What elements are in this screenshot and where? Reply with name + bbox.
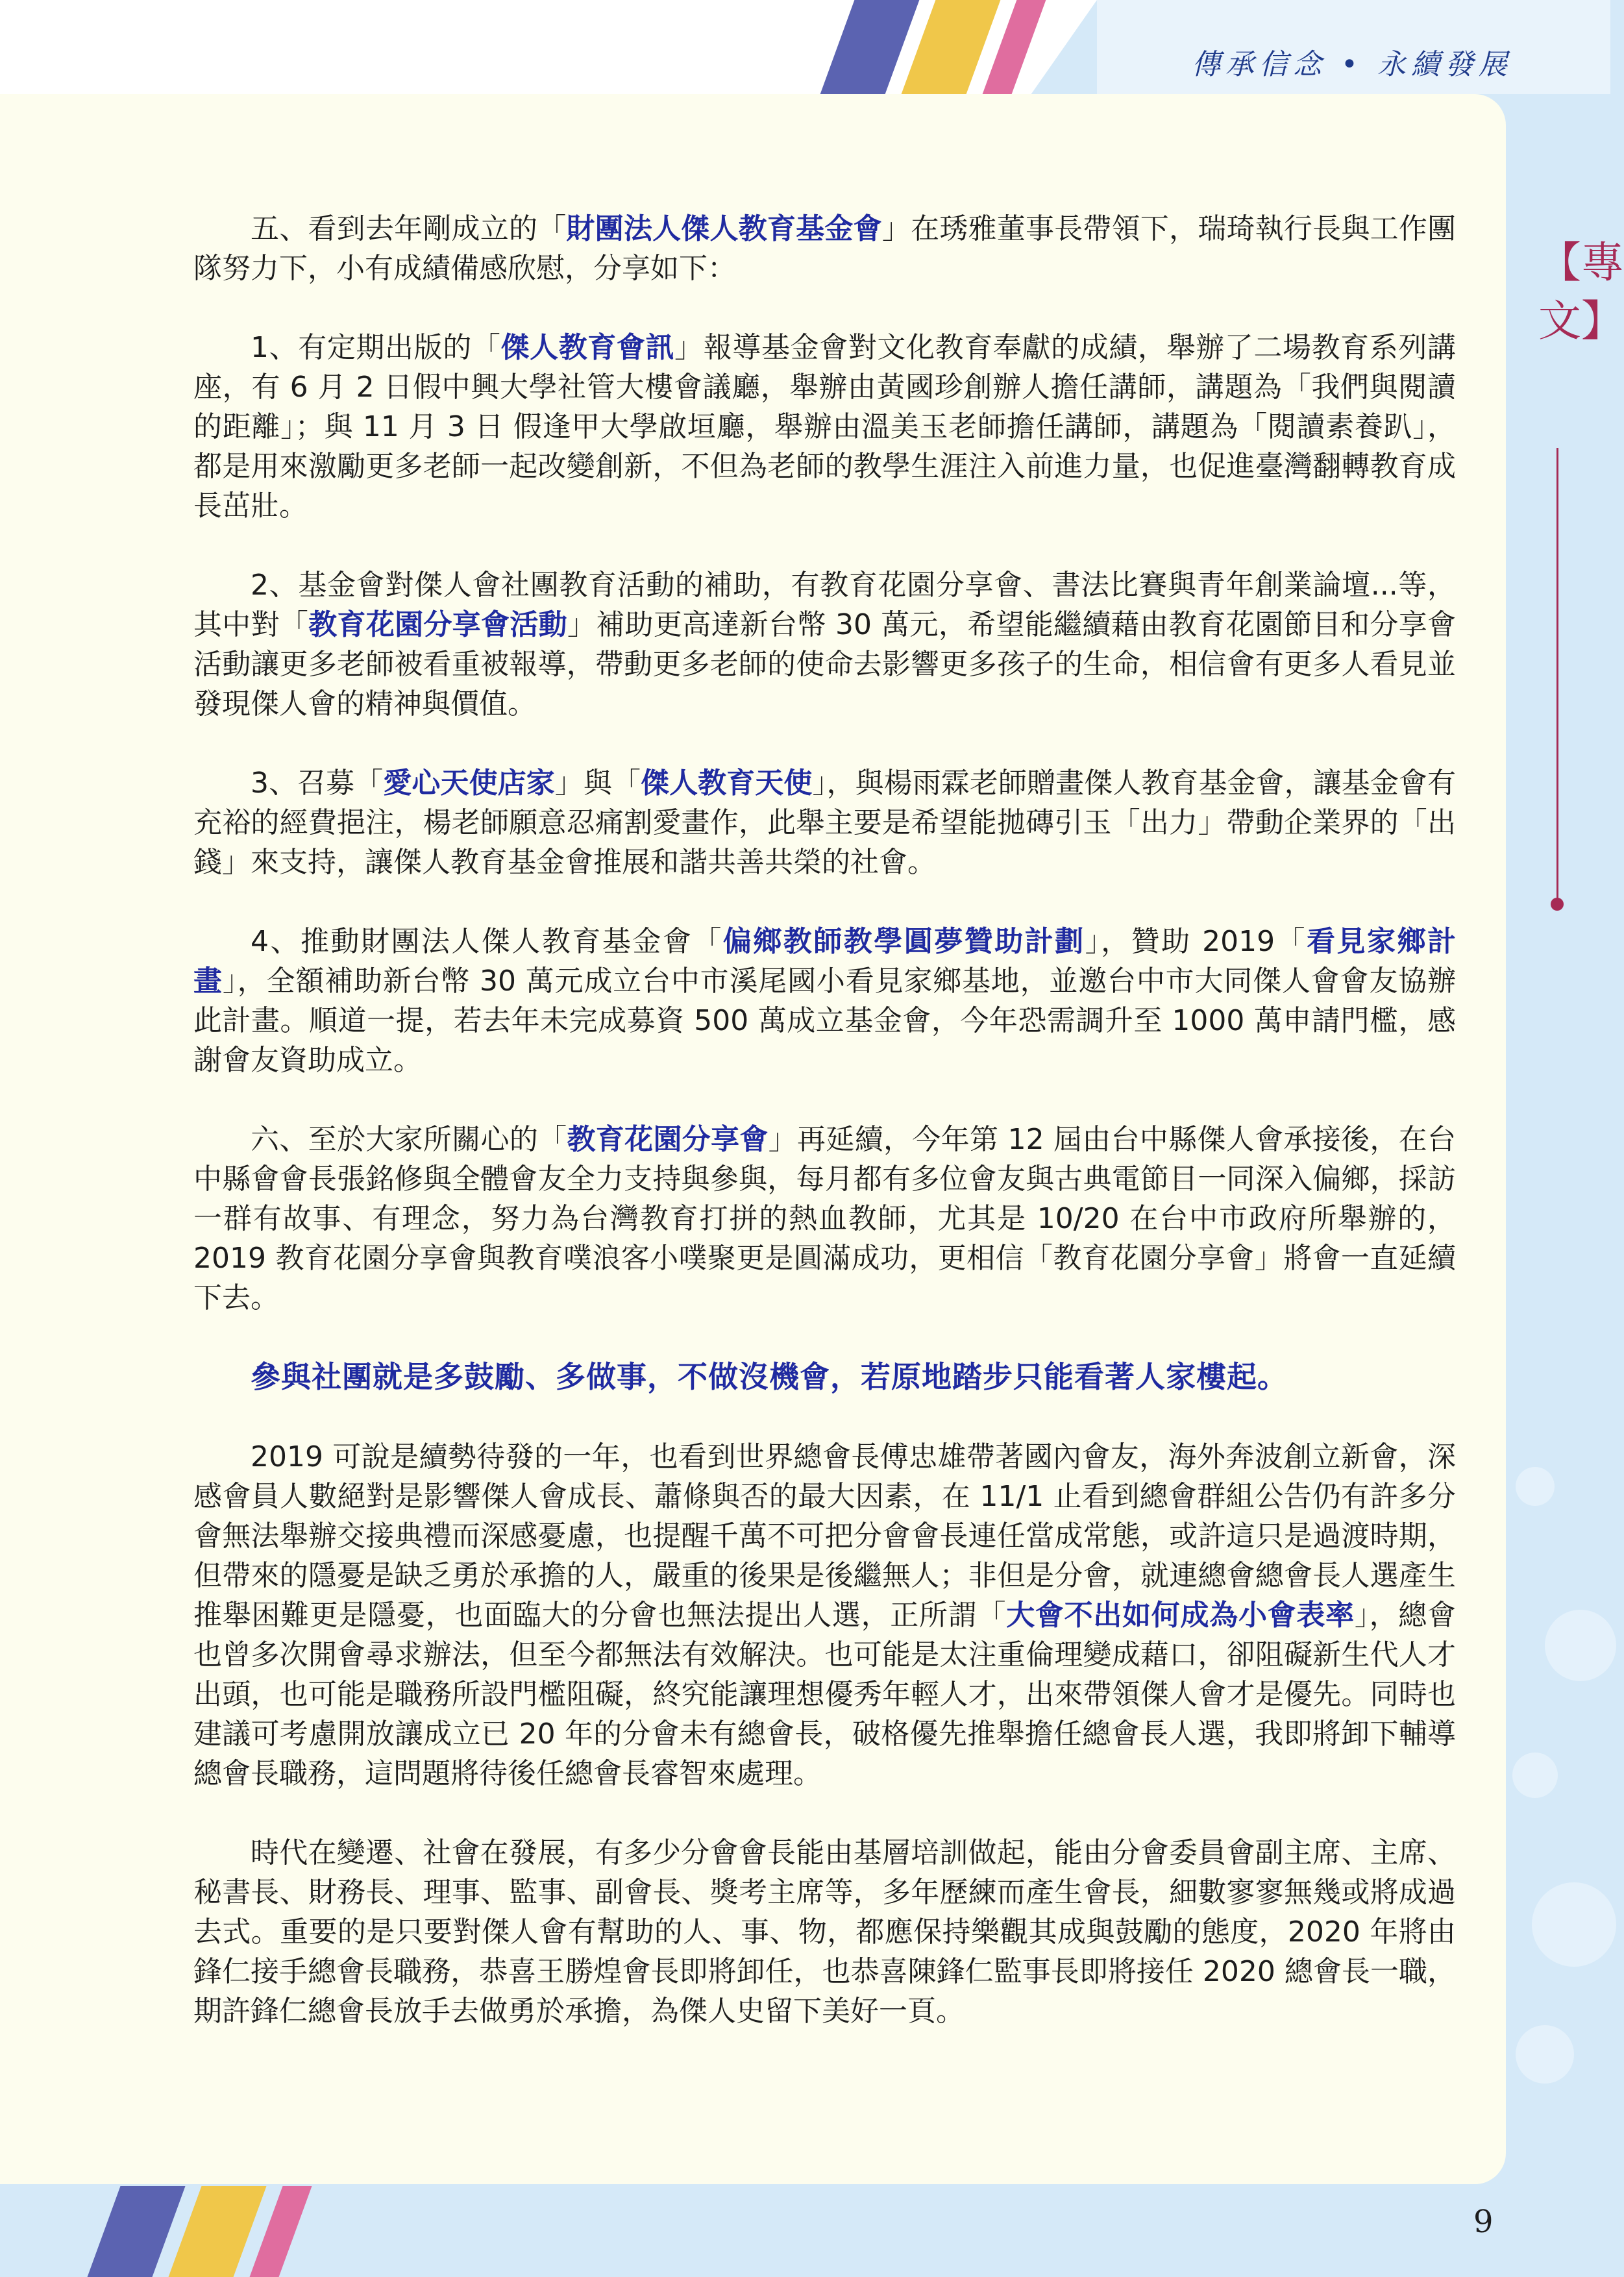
paragraph	[193, 1833, 1456, 2031]
motto	[193, 1357, 1456, 1397]
text: 」補助更高達新台幣 30 萬元，希望能繼續藉由教育花園節目和分享會活動讓更多老師被看重被報導，帶動更多老師的使命去影響更多孩子的生命，相信會有更多人看見並發現傑人會的精神與價值。	[193, 608, 1457, 720]
text: 2019 可說是續勢待發的一年，也看到世界總會長傅忠雄帶著國內會友，海外奔波創立新會，深感會員人數絕對是影響傑人會成長、蕭條與否的最大因素，在 11/1 止看到總會群組公告仍有許多分會無法舉辦交接典禮而深感憂慮，也提醒千萬不可把分會會長連任當成常態，或許這只是過渡時期，但帶來的隱憂是缺乏勇於承擔的人，嚴重的後果是後繼無人；非但是分會，就連總會總會長人選產生推舉困難更是隱憂，也面臨大的分會也無法提出人選，正所謂「	[193, 1440, 1456, 1632]
text: 」報導基金會對文化教育奉獻的成績，舉辦了二場教育系列講座，有 6 月 2 日假中興大學社管大樓會議廳，舉辦由黃國珍創辦人擔任講師，講題為「我們與閱讀的距離」；與 11 月 3 日 假逢甲大學啟垣廳，舉辦由溫美玉老師擔任講師，講題為「閱讀素養趴」，都是用來激勵更多老師一起改變創新，不但為老師的教學生涯注入前進力量，也促進臺灣翻轉教育成長茁壯。	[193, 331, 1457, 523]
highlight-text: 看見家鄉計畫	[193, 925, 1457, 998]
text: 時代在變遷、社會在發展，有多少分會會長能由基層培訓做起，能由分會委員會副主席、主席、秘書長、財務長、理事、監事、副會長、獎考主席等，多年歷練而產生會長，細數寥寥無幾或將成過去式。重要的是只要對傑人會有幫助的人、事、物，都應保持樂觀其成與鼓勵的態度，2020 年將由鋒仁接手總會長職務，恭喜王勝煌會長即將卸任，也恭喜陳鋒仁監事長即將接任 2020 總會長一職，期許鋒仁總會長放手去做勇於承擔，為傑人史留下美好一頁。	[193, 1836, 1456, 2028]
highlight-text: 教育花園分享會活動	[308, 608, 567, 641]
text: 」再延續，今年第 12 屆由台中縣傑人會承接後，在台中縣會會長張銘修與全體會友全力支持與參與，每月都有多位會友與古典電節目一同深入偏鄉，採訪一群有故事、有理念，努力為台灣教育打拼的熱血教師，尤其是 10/20 在台中市政府所舉辦的， 2019 教育花園分享會與教育噗浪客小噗聚更是圓滿成功，更相信「教育花園分享會」將會一直延續下去。	[193, 1123, 1457, 1314]
text: 」，全額補助新台幣 30 萬元成立台中市溪尾國小看見家鄉基地，並邀台中市大同傑人會會友協辦此計畫。順道一提，若去年未完成募資 500 萬成立基金會，今年恐需調升至 1000 萬申請門檻，感謝會友資助成立。	[193, 965, 1457, 1077]
footer-stripe-yellow	[169, 2186, 267, 2277]
text: 」在琇雅董事長帶領下，瑞琦執行長與工作團隊努力下，小有成績備感欣慰，分享如下：	[193, 212, 1457, 285]
highlight-text: 傑人教育會訊	[500, 331, 675, 364]
text: 六、至於大家所關心的「	[251, 1123, 567, 1156]
text: 」，總會也曾多次開會尋求辦法，但至今都無法有效解決。也可能是太注重倫理變成藉口，卻阻礙新生代人才出頭，也可能是職務所設門檻阻礙，終究能讓理想優秀年輕人才，出來帶領傑人會才是優先。同時也建議可考慮開放讓成立已 20 年的分會未有總會長，破格優先推舉擔任總會長人選，我即將卸下輔導總會長職務，這問題將待後任總會長睿智來處理。	[193, 1599, 1457, 1790]
text: 3、召募「	[251, 767, 384, 800]
bubble-decoration	[1532, 1882, 1616, 1967]
text: 五、看到去年剛成立的「	[251, 212, 567, 245]
bubble-decoration	[1516, 1467, 1555, 1506]
paragraph	[193, 1437, 1456, 1793]
text: 」與「	[554, 767, 641, 800]
highlight-text: 愛心天使店家	[383, 767, 555, 800]
section-tab-label: 【專文】	[1538, 238, 1624, 346]
paragraph	[193, 565, 1456, 724]
section-tab	[1529, 234, 1624, 351]
highlight-text: 財團法人傑人教育基金會	[566, 212, 882, 245]
highlight-text: 偏鄉教師教學圓夢贊助計劃	[722, 925, 1085, 958]
text: 」，與楊雨霖老師贈畫傑人教育基金會，讓基金會有充裕的經費挹注，楊老師願意忍痛割愛畫作，此舉主要是希望能拋磚引玉「出力」帶動企業界的「出錢」來支持，讓傑人教育基金會推展和諧共善共榮的社會。	[193, 767, 1457, 879]
text: 2、基金會對傑人會社團教育活動的補助，有教育花園分享會、書法比賽與青年創業論壇...等，其中對「	[193, 569, 1456, 641]
page-number: 9	[1473, 2204, 1494, 2240]
text: 4、推動財團法人傑人教育基金會「	[251, 925, 723, 958]
highlight-text: 教育花園分享會	[567, 1123, 769, 1156]
section-tab-dot	[1551, 898, 1564, 911]
paragraph	[193, 209, 1456, 288]
bubble-decoration	[1545, 1610, 1616, 1681]
text: 1、有定期出版的「	[251, 331, 501, 364]
header-slogan: 傳承信念 • 永續發展	[1192, 48, 1512, 81]
highlight-text: 大會不出如何成為小會表率	[1006, 1599, 1355, 1632]
section-tab-line	[1556, 448, 1558, 902]
bubble-decoration	[1516, 2025, 1574, 2084]
text: 」，贊助 2019「	[1085, 925, 1307, 958]
paragraph	[193, 922, 1456, 1080]
article-body	[193, 209, 1456, 2071]
bubble-decoration	[1512, 1753, 1558, 1798]
paragraph	[193, 763, 1456, 882]
paragraph	[193, 1120, 1456, 1318]
motto-text: 參與社團就是多鼓勵、多做事，不做沒機會，若原地踏步只能看著人家樓起。	[251, 1359, 1288, 1394]
highlight-text: 傑人教育天使	[641, 767, 813, 800]
footer-stripe-blue	[88, 2186, 186, 2277]
paragraph	[193, 328, 1456, 526]
